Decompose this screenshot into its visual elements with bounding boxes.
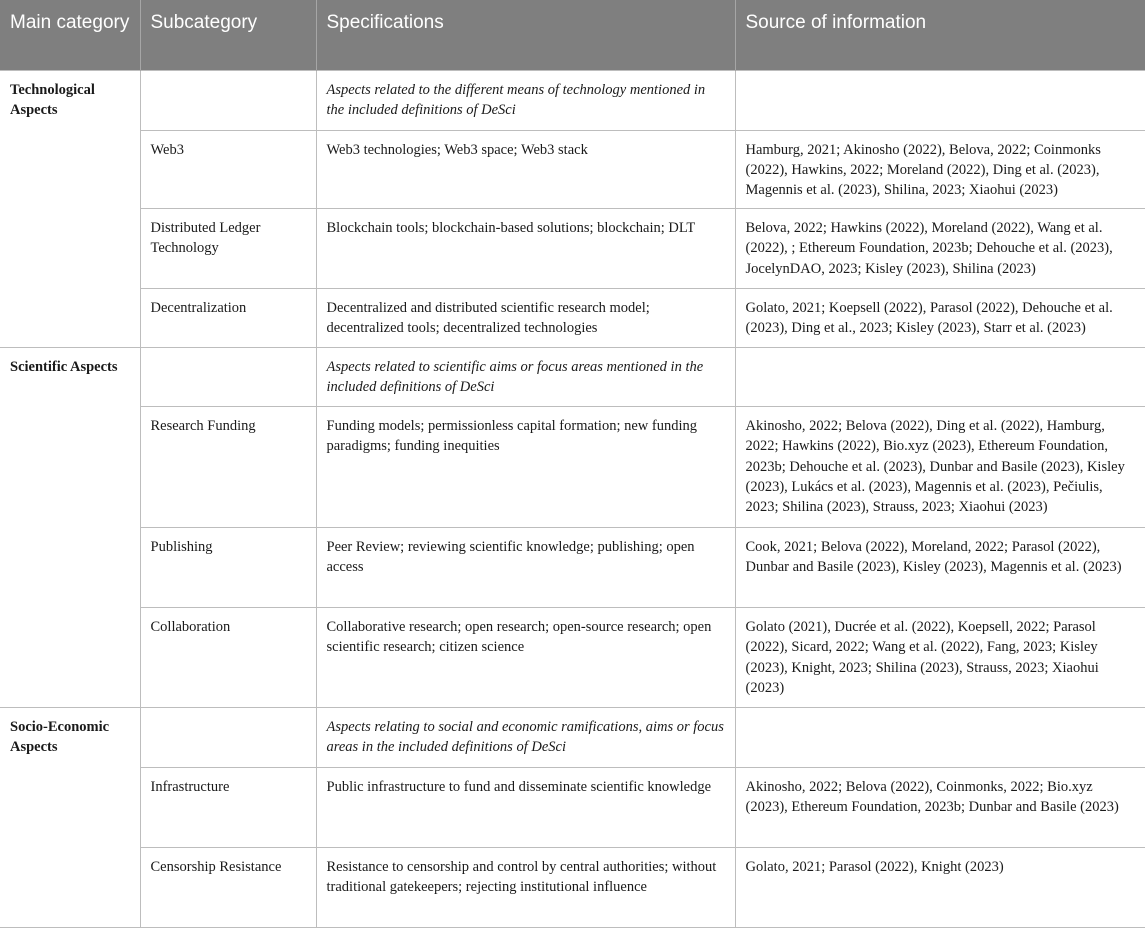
- subcategory-cell: Publishing: [140, 528, 316, 608]
- main-category-cell: [0, 608, 140, 708]
- table-row: [0, 768, 1145, 848]
- source-cell: Akinosho, 2022; Belova (2022), Coinmonks, 2022; Bio.xyz (2023), Ethereum Foundation, 2023b; Dunbar and Basile (2023): [735, 768, 1145, 848]
- table-row: [0, 348, 1145, 407]
- specification-cell: Peer Review; reviewing scientific knowledge; publishing; open access: [316, 528, 735, 608]
- main-category-cell: [0, 848, 140, 928]
- table-row: [0, 289, 1145, 348]
- specification-cell: Funding models; permissionless capital formation; new funding paradigms; funding inequities: [316, 407, 735, 528]
- subcategory-cell: Decentralization: [140, 289, 316, 348]
- main-category-cell: Technological Aspects: [0, 70, 140, 130]
- specification-cell: Public infrastructure to fund and disseminate scientific knowledge: [316, 768, 735, 848]
- source-cell: [735, 70, 1145, 130]
- source-cell: [735, 348, 1145, 407]
- subcategory-cell: [140, 348, 316, 407]
- main-category-cell: Socio-Economic Aspects: [0, 708, 140, 768]
- table-header: [0, 0, 1145, 70]
- subcategory-cell: [140, 708, 316, 768]
- header-main-category: Main category: [0, 0, 140, 70]
- main-category-cell: Scientific Aspects: [0, 348, 140, 407]
- source-cell: Golato, 2021; Koepsell (2022), Parasol (2022), Dehouche et al. (2023), Ding et al., 2023; Kisley (2023), Starr et al. (2023): [735, 289, 1145, 348]
- source-cell: Akinosho, 2022; Belova (2022), Ding et al. (2022), Hamburg, 2022; Hawkins (2022), Bio.xyz (2023), Ethereum Foundation, 2023b; Dehouche et al. (2023), Dunbar and Basile (2023), Kisley (2023), Lukács et al. (2023), Magennis et al. (2023), Pečiulis, 2023; Shilina (2023), Strauss, 2023; Xiaohui (2023): [735, 407, 1145, 528]
- header-source: Source of information: [735, 0, 1145, 70]
- main-category-cell: [0, 407, 140, 528]
- source-cell: [735, 708, 1145, 768]
- source-cell: Hamburg, 2021; Akinosho (2022), Belova, 2022; Coinmonks (2022), Hawkins, 2022; Moreland (2022), Ding et al. (2023), Magennis et al. (2023), Shilina, 2023; Xiaohui (2023): [735, 130, 1145, 209]
- table-row: [0, 70, 1145, 130]
- subcategory-cell: [140, 70, 316, 130]
- source-cell: Belova, 2022; Hawkins (2022), Moreland (2022), Wang et al. (2022), ; Ethereum Foundation, 2023b; Dehouche et al. (2023), JocelynDAO, 2023; Kisley (2023), Shilina (2023): [735, 209, 1145, 289]
- category-description-cell: Aspects relating to social and economic ramifications, aims or focus areas in the included definitions of DeSci: [316, 708, 735, 768]
- header-specifications: Specifications: [316, 0, 735, 70]
- specification-cell: Web3 technologies; Web3 space; Web3 stack: [316, 130, 735, 209]
- header-subcategory: Subcategory: [140, 0, 316, 70]
- main-category-cell: [0, 209, 140, 289]
- source-cell: Cook, 2021; Belova (2022), Moreland, 2022; Parasol (2022), Dunbar and Basile (2023), Kisley (2023), Magennis et al. (2023): [735, 528, 1145, 608]
- subcategory-cell: Censorship Resistance: [140, 848, 316, 928]
- main-category-cell: [0, 130, 140, 209]
- subcategory-cell: Infrastructure: [140, 768, 316, 848]
- category-description-cell: Aspects related to scientific aims or focus areas mentioned in the included definitions of DeSci: [316, 348, 735, 407]
- table-row: [0, 130, 1145, 209]
- table-row: [0, 608, 1145, 708]
- specification-cell: Blockchain tools; blockchain-based solutions; blockchain; DLT: [316, 209, 735, 289]
- main-category-cell: [0, 768, 140, 848]
- specification-cell: Decentralized and distributed scientific research model; decentralized tools; decentralized technologies: [316, 289, 735, 348]
- table-row: [0, 407, 1145, 528]
- table-row: [0, 848, 1145, 928]
- main-category-cell: [0, 289, 140, 348]
- source-cell: Golato, 2021; Parasol (2022), Knight (2023): [735, 848, 1145, 928]
- main-category-cell: [0, 528, 140, 608]
- subcategory-cell: Research Funding: [140, 407, 316, 528]
- table-row: [0, 209, 1145, 289]
- category-description-cell: Aspects related to the different means of technology mentioned in the included definitions of DeSci: [316, 70, 735, 130]
- table-body: [0, 70, 1145, 928]
- specification-cell: Collaborative research; open research; open-source research; open scientific research; citizen science: [316, 608, 735, 708]
- header-row: [0, 0, 1145, 70]
- subcategory-cell: Collaboration: [140, 608, 316, 708]
- table-row: [0, 708, 1145, 768]
- subcategory-cell: Web3: [140, 130, 316, 209]
- specification-cell: Resistance to censorship and control by central authorities; without traditional gatekeepers; rejecting institutional influence: [316, 848, 735, 928]
- source-cell: Golato (2021), Ducrée et al. (2022), Koepsell, 2022; Parasol (2022), Sicard, 2022; Wang et al. (2022), Fang, 2023; Kisley (2023), Knight, 2023; Shilina (2023), Strauss, 2023; Xiaohui (2023): [735, 608, 1145, 708]
- table-row: [0, 528, 1145, 608]
- subcategory-cell: Distributed Ledger Technology: [140, 209, 316, 289]
